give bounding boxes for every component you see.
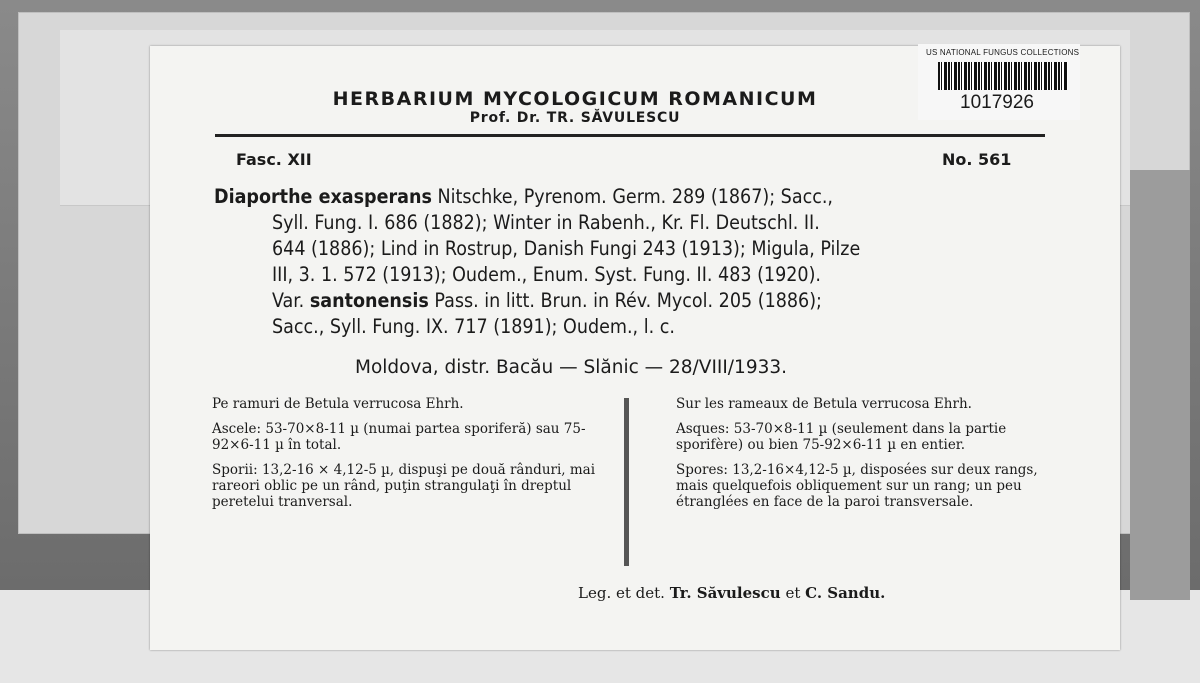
herbarium-title: HERBARIUM MYCOLOGICUM ROMANICUM <box>332 88 818 110</box>
variety-citation: Pass. in litt. Brun. in Rév. Mycol. 205 (1886); <box>434 289 822 312</box>
herbarium-subtitle: Prof. Dr. TR. SĂVULESCU <box>469 110 681 126</box>
envelope-side <box>1130 170 1190 600</box>
collection-locality: Moldova, distr. Bacău — Slănic — 28/VIII/1933. <box>355 357 788 378</box>
french-host: Sur les rameaux de Betula verrucosa Ehrh. <box>676 396 972 412</box>
collector-2: C. Sandu. <box>805 584 886 602</box>
barcode-icon <box>938 62 1068 90</box>
barcode-caption: US NATIONAL FUNGUS COLLECTIONS <box>926 48 1080 57</box>
variety-name: santonensis <box>309 289 429 312</box>
leg-conjunction: et <box>785 584 801 602</box>
romanian-spores: Sporii: 13,2-16 × 4,12-5 µ, dispuşi pe două rânduri, mai rareori oblic pe un rând, puţin strangulaţi în dreptul peretelui tranversal. <box>212 462 596 510</box>
citation-line-2: Syll. Fung. I. 686 (1882); Winter in Rabenh., Kr. Fl. Deutschl. II. <box>272 211 820 234</box>
french-asci: Asques: 53-70×8-11 µ (seulement dans la partie sporifère) ou bien 75-92×6-11 µ en entier. <box>676 421 1007 453</box>
french-spores: Spores: 13,2-16×4,12-5 µ, disposées sur deux rangs, mais quelquefois obliquement sur un rang; un peu étranglées en face de la paroi transversale. <box>676 462 1038 510</box>
column-divider <box>624 398 629 566</box>
french-description <box>676 396 1058 519</box>
barcode-number: 1017926 <box>960 92 1034 113</box>
header-rule <box>215 134 1045 137</box>
herbarium-label <box>150 46 1120 650</box>
romanian-description <box>212 396 610 519</box>
collector-line <box>578 584 885 602</box>
citation-line-4: III, 3. 1. 572 (1913); Oudem., Enum. Syst. Fung. II. 483 (1920). <box>272 263 821 286</box>
barcode-label <box>918 44 1080 120</box>
citation-text-1: Nitschke, Pyrenom. Germ. 289 (1867); Sacc., <box>437 185 833 208</box>
citation-line-6: Sacc., Syll. Fung. IX. 717 (1891); Oudem., l. c. <box>272 315 675 338</box>
citation-line-1 <box>214 184 1054 210</box>
taxon-citation <box>214 184 1054 340</box>
romanian-asci: Ascele: 53-70×8-11 µ (numai partea sporiferă) sau 75-92×6-11 µ în total. <box>212 421 586 453</box>
leg-prefix: Leg. et det. <box>578 584 665 602</box>
var-prefix: Var. <box>272 289 305 312</box>
citation-line-5 <box>214 288 1054 314</box>
collector-1: Tr. Săvulescu <box>669 584 781 602</box>
fascicle-number: Fasc. XII <box>236 150 312 169</box>
specimen-number: No. 561 <box>942 150 1012 169</box>
romanian-host: Pe ramuri de Betula verrucosa Ehrh. <box>212 396 464 412</box>
taxon-name: Diaporthe exasperans <box>214 185 432 208</box>
citation-line-3: 644 (1886); Lind in Rostrup, Danish Fungi 243 (1913); Migula, Pilze <box>272 237 861 260</box>
